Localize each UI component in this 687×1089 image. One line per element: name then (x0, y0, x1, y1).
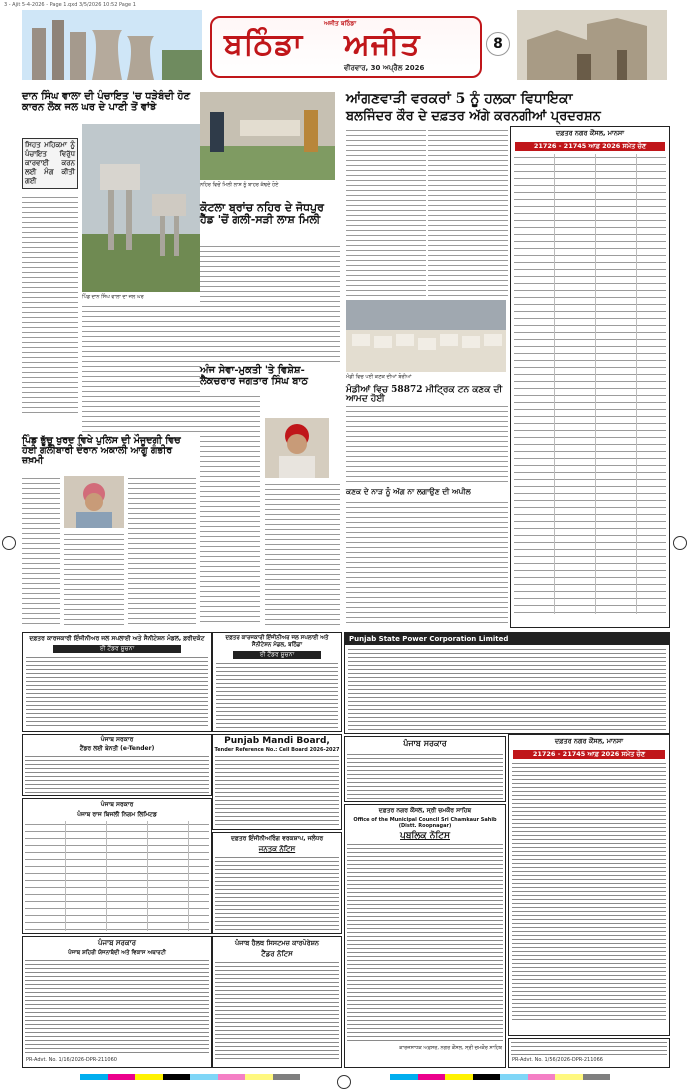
ad7-sub: ਪੰਜਾਬ ਸ਼ਹਿਰੀ ਯੋਜਨਾਬੰਦੀ ਅਤੇ ਵਿਕਾਸ ਅਥਾਰਟੀ (68, 950, 166, 956)
ad7-advt-no: PR-Advt. No. 1/16/2026-DPR-211060 (26, 1057, 117, 1063)
water-tank-caption: ਪਿੰਡ ਦਾਨ ਸਿੰਘ ਵਾਲਾ ਦਾ ਜਲ ਘਰ (82, 294, 144, 300)
registration-mark-left (2, 536, 16, 550)
ad-punjab-mandi-board (212, 734, 342, 830)
ad9-body (348, 648, 666, 730)
masthead-title-right: ਅਜੀਤ (344, 27, 421, 62)
story-4-text-2 (64, 532, 124, 626)
lecturer-portrait-photo (265, 418, 329, 478)
ad6-title: ਦਫ਼ਤਰ ਇੰਜੀਨੀਅਰਿੰਗ ਵਰਕਸ਼ਾਪ, ਜਲੰਧਰ (230, 835, 324, 842)
masthead-title-box (210, 16, 482, 78)
story-6-subheadline: ਕਣਕ ਦੇ ਨਾੜ ਨੂੰ ਅੱਗ ਨਾ ਲਗਾਉਣ ਦੀ ਅਪੀਲ (346, 487, 471, 496)
ad-municipal-council-chamkaur (344, 804, 506, 1068)
story-1-headline: ਦਾਨ ਸਿੰਘ ਵਾਲਾ ਦੀ ਪੰਚਾਇਤ 'ਚ ਧੜੇਬੰਦੀ ਹੋਣ ਕਾਰਨ ਲੋਕ ਜਲ ਘਰ ਦੇ ਪਾਣੀ ਤੋਂ ਵਾਂਝੇ (22, 91, 191, 113)
story-1-text (22, 195, 78, 415)
ad4-body (215, 755, 339, 825)
ad-footer-right (508, 1038, 670, 1068)
ad-engineering-workshop (212, 832, 342, 934)
page-number: 8 (486, 32, 510, 56)
ad6-body (215, 856, 339, 930)
mansa-council-notice-2 (508, 734, 670, 1036)
canal-caption: ਨਹਿਰ ਵਿਚੋਂ ਮਿਲੀ ਲਾਸ਼ ਨੂੰ ਬਾਹਰ ਕੱਢਦੇ ਹੋਏ (200, 182, 279, 188)
ad1-title: ਦਫ਼ਤਰ ਕਾਰਜਕਾਰੀ ਇੰਜੀਨੀਅਰ ਜਲ ਸਪਲਾਈ ਅਤੇ ਸੈਨੀਟੇਸ਼ਨ ਮੰਡਲ, ਫ਼ਰੀਦਕੋਟ (29, 635, 205, 642)
mansa-notice-2-title: ਦਫ਼ਤਰ ਨਗਰ ਕੌਂਸਲ, ਮਾਨਸਾ (554, 737, 624, 745)
story-1-pullquote: ਸਿਹਤ ਮਹਿਕਮਾ ਨੂੰ ਪੰਚਾਇਤ ਵਿਰੁੱਧ ਕਾਰਵਾਈ ਕਰਨ ਲਈ ਮੰਗ ਕੀਤੀ ਗਈ (22, 138, 78, 189)
story-1-text-2 (82, 304, 200, 432)
story-5-headline-line2: ਬਲਜਿੰਦਰ ਕੌਰ ਦੇ ਦਫ਼ਤਰ ਅੱਗੇ ਕਰਨਗੀਆਂ ਪ੍ਰਦਰਸ਼ਨ (346, 109, 601, 124)
akali-leader-photo (64, 476, 124, 528)
ad11-heading: ਪਬਲਿਕ ਨੋਟਿਸ (400, 831, 450, 841)
ad11-signature: ਕਾਰਜਸਾਧਕ ਅਫ਼ਸਰ, ਨਗਰ ਕੌਂਸਲ, ਸ੍ਰੀ ਚਮਕੌਰ ਸਾਹਿਬ (399, 1045, 502, 1051)
ad-punjab-govt-2 (344, 736, 506, 802)
power-plant-illustration (22, 10, 202, 80)
water-tank-photo (82, 124, 200, 292)
story-1-body (22, 124, 78, 432)
ad11-title: ਦਫ਼ਤਰ ਨਗਰ ਕੌਂਸਲ, ਸ੍ਰੀ ਚਮਕੌਰ ਸਾਹਿਬ (378, 807, 472, 814)
mansa-notice-1-title: ਦਫ਼ਤਰ ਨਗਰ ਕੌਂਸਲ, ਮਾਨਸਾ (555, 129, 625, 137)
mansa-notice-1-table (514, 154, 666, 614)
ad5-sub: ਪੰਜਾਬ ਰਾਜ ਬਿਜਲੀ ਨਿਗਮ ਲਿਮਿਟਡ (77, 811, 157, 818)
registration-mark-right (673, 536, 687, 550)
ad6-sub: ਜਨਤਕ ਨੋਟਿਸ (258, 845, 296, 853)
ad-pspcl-punjabi (22, 798, 212, 934)
ad10-title: ਪੰਜਾਬ ਸਰਕਾਰ (403, 739, 447, 748)
story-5-headline-line1: ਆਂਗਣਵਾੜੀ ਵਰਕਰਾਂ 5 ਨੂੰ ਹਲਕਾ ਵਿਧਾਇਕਾ (346, 91, 573, 107)
ad8-title: ਪੰਜਾਬ ਹੈਲਥ ਸਿਸਟਮਜ਼ ਕਾਰਪੋਰੇਸ਼ਨ (234, 939, 319, 947)
ad2-title: ਦਫ਼ਤਰ ਕਾਰਜਕਾਰੀ ਇੰਜੀਨੀਅਰ ਜਲ ਸਪਲਾਈ ਅਤੇ ਸੈਨੀਟੇਸ਼ਨ ਮੰਡਲ, ਬਠਿੰਡਾ (225, 635, 329, 648)
ad-health-systems (212, 936, 342, 1068)
ad-water-supply-faridkot (22, 632, 212, 732)
fort-illustration (517, 10, 667, 80)
story-2-text (200, 244, 340, 362)
masthead-title-left: ਬਠਿੰਡਾ (224, 27, 304, 62)
ad2-sub: ਈ ਟੈਂਡਰ ਸੂਚਨਾ (233, 651, 321, 659)
story-2-headline: ਕੋਟਲਾ ਬ੍ਰਾਂਚ ਨਹਿਰ ਦੇ ਜੋਧਪੁਰ ਹੈੱਡ 'ਚੋਂ ਗਲੀ-ਸੜੀ ਲਾਸ਼ ਮਿਲੀ (200, 201, 324, 226)
ad4-title: Punjab Mandi Board, (224, 736, 330, 746)
ad-footer-right-body (511, 1041, 667, 1055)
mansa-notice-2-body (512, 762, 666, 1022)
story-3-text-2 (265, 482, 340, 626)
ad3-title: ਪੰਜਾਬ ਸਰਕਾਰ (100, 736, 134, 743)
ad5-table (25, 821, 209, 931)
color-calibration-bar-2 (390, 1074, 610, 1080)
ad2-body (216, 662, 338, 728)
story-4-headline: ਪਿੰਡ ਭੁੱਚੂ ਖੁਰਦ ਵਿਖੇ ਪੁਲਿਸ ਦੀ ਮੌਜੂਦਗੀ ਵਿਚ ਹੋਈ ਗੋਲੀਬਾਰੀ ਦੌਰਾਨ ਅਕਾਲੀ ਆਗੂ ਗੰਭੀਰ ਜ਼ਖ਼ਮੀ (22, 435, 181, 466)
mansa-notice-1-sub: 21726 - 21745 ਆਫ਼ 2026 ਸਮੇਤ ਚੋਣ (515, 142, 665, 151)
mansa-council-notice-1 (510, 126, 670, 628)
ad5-title: ਪੰਜਾਬ ਸਰਕਾਰ (100, 801, 134, 808)
masthead (22, 10, 667, 80)
ad-pspcl (344, 632, 670, 734)
story-5-text-1 (346, 128, 426, 298)
ad7-body (25, 959, 209, 1055)
ad-footer-right-advt-no: PR-Advt. No. 1/56/2026-DPR-211066 (512, 1057, 603, 1063)
ad8-sub: ਟੈਂਡਰ ਨੋਟਿਸ (261, 950, 293, 958)
ad-water-supply-bathinda (212, 632, 342, 732)
ad9-title: Punjab State Power Corporation Limited (345, 633, 669, 645)
ad4-sub: Tender Reference No.: Cell Board 2026-2027 (214, 747, 340, 753)
slug-line: 3 - Ajit 5-4-2026 - Page 1.qxd 3/5/2026 10:52 Page 1 (4, 2, 136, 8)
story-6-text-1 (346, 404, 508, 484)
ad11-sub: Office of the Municipal Council Sri Chamkaur Sahib (Distt. Roopnagar) (353, 817, 497, 829)
wheat-bags-photo (346, 300, 506, 372)
ad7-title: ਪੰਜਾਬ ਸਰਕਾਰ (97, 939, 136, 947)
ad-urban-planning (22, 936, 212, 1068)
story-4-text-1 (22, 476, 60, 626)
story-4-text-3 (128, 476, 196, 626)
color-calibration-bar (80, 1074, 300, 1080)
masthead-date: ਵੀਰਵਾਰ, 30 ਅਪ੍ਰੈਲ 2026 (344, 64, 425, 72)
ad1-body (26, 656, 208, 726)
story-3-text-1 (200, 394, 260, 626)
masthead-badge: ਅਜੀਤ ਬਠਿੰਡਾ (324, 20, 357, 27)
ad3-sub: ਟੈਂਡਰ ਲਈ ਬੇਨਤੀ (e-Tender) (79, 745, 155, 752)
mansa-notice-2-sub: 21726 - 21745 ਆਫ਼ 2026 ਸਮੇਤ ਚੋਣ (513, 750, 665, 759)
registration-mark-bottom (337, 1075, 351, 1089)
ad-punjab-govt-etender (22, 734, 212, 796)
ad8-body (215, 961, 339, 1061)
story-5-text-2 (428, 128, 508, 298)
story-3-headline: ਅੰਜ ਸੇਵਾ-ਮੁਕਤੀ 'ਤੇ ਵਿਸ਼ੇਸ਼-ਲੈਕਚਰਾਰ ਜਗਤਾਰ ਸਿੰਘ ਬਾਠ (200, 365, 308, 387)
ad3-body (25, 755, 209, 793)
wheat-bags-caption: ਮੰਡੀ ਵਿਚ ਪਈ ਕਣਕ ਦੀਆਂ ਬੋਰੀਆਂ (346, 374, 412, 380)
ad1-sub: ਈ ਟੈਂਡਰ ਸੂਚਨਾ (53, 645, 181, 653)
ad11-body (347, 843, 503, 1043)
story-6-text-2 (346, 500, 508, 626)
canal-body-photo (200, 92, 335, 180)
story-6-headline: ਮੰਡੀਆਂ ਵਿਚ 58872 ਮੀਟ੍ਰਿਕ ਟਨ ਕਣਕ ਦੀ ਆਮਦ ਹੋਈ (346, 385, 503, 405)
ad10-body (347, 753, 503, 799)
